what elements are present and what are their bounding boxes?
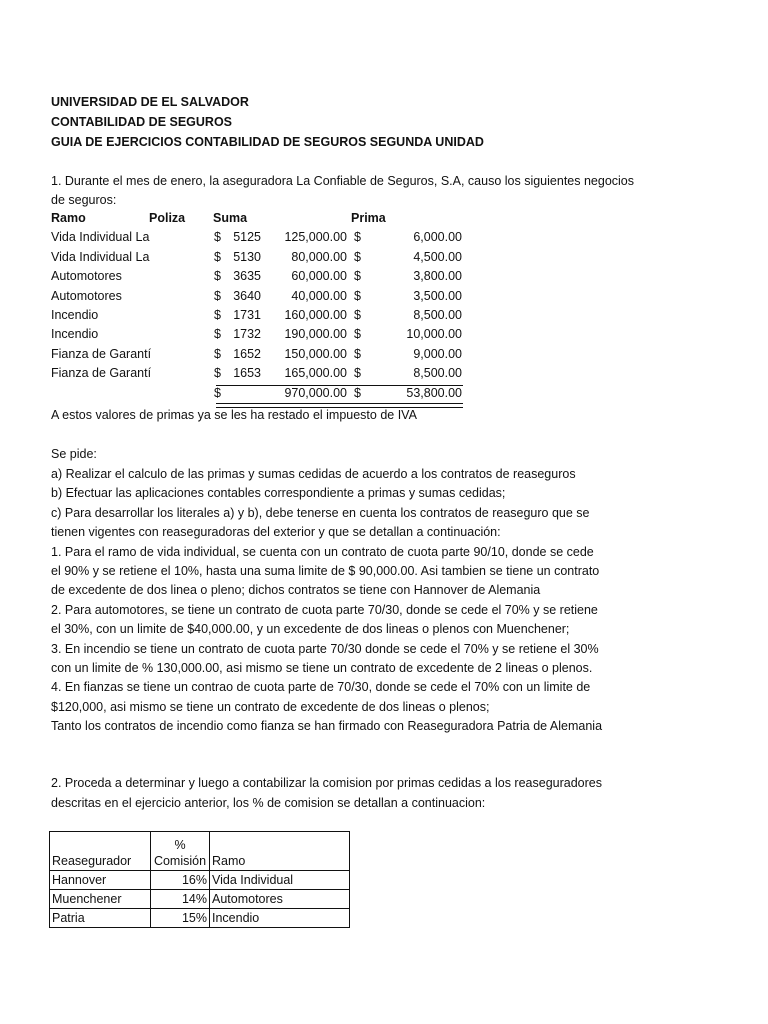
cell-reasegurador: Patria xyxy=(50,909,151,928)
cell-suma-currency: $ xyxy=(214,327,221,342)
total-prima: 53,800.00 xyxy=(406,385,462,400)
cell-prima-currency: $ xyxy=(354,307,361,322)
cell-prima: 4,500.00 xyxy=(413,249,462,264)
exercise2-line2: descritas en el ejercicio anterior, los % de comision se detallan a continuacion: xyxy=(51,796,486,810)
list-item: 4. En fianzas se tiene un contrao de cuota parte de 70/30, donde se cede el 70% con un limite de xyxy=(51,680,591,695)
se-pide-label: Se pide: xyxy=(51,447,97,461)
commission-table-header xyxy=(50,832,350,871)
col-header-poliza: Poliza xyxy=(149,211,186,225)
cell-prima-currency: $ xyxy=(354,327,361,342)
list-item: el 90% y se retiene el 10%, hasta una suma limite de $ 90,000.00. Asi tambien se tiene un contrato xyxy=(51,564,600,578)
col-header-pct: % xyxy=(174,838,186,852)
cell-poliza: 1731 xyxy=(233,307,261,322)
university-title: UNIVERSIDAD DE EL SALVADOR xyxy=(51,95,249,109)
cell-suma-currency: $ xyxy=(214,249,221,264)
col-header-ramo: Ramo xyxy=(51,211,86,225)
col-header-prima: Prima xyxy=(351,211,386,225)
cell-ramo: Fianza de Garantí xyxy=(51,366,151,381)
cell-prima: 3,500.00 xyxy=(413,288,462,303)
cell-ramo: Vida Individual La xyxy=(51,249,150,264)
list-item: de excedente de dos linea o pleno; dichos contratos se tiene con Hannover de Alemania xyxy=(51,583,541,598)
cell-ramo: Automotores xyxy=(51,288,122,303)
exercise1-intro-line1: 1. Durante el mes de enero, la aseguradora La Confiable de Seguros, S.A, causo los siguientes negocios xyxy=(51,174,635,188)
cell-poliza: 1732 xyxy=(233,327,261,342)
cell-ramo: Fianza de Garantí xyxy=(51,346,151,361)
cell-ramo: Vida Individual La xyxy=(51,230,150,245)
cell-poliza: 1652 xyxy=(233,346,261,361)
cell-suma: 125,000.00 xyxy=(284,230,347,245)
iva-note: A estos valores de primas ya se les ha restado el impuesto de IVA xyxy=(51,408,417,422)
cell-suma-currency: $ xyxy=(214,230,221,245)
list-item: 2. Para automotores, se tiene un contrato de cuota parte 70/30, donde se cede el 70% y se retiene xyxy=(51,602,598,617)
list-item: $120,000, asi mismo se tiene un contrato de excedente de dos lineas o plenos; xyxy=(51,699,490,714)
list-item: 1. Para el ramo de vida individual, se cuenta con un contrato de cuota parte 90/10, donde se cede xyxy=(51,544,594,559)
col-header-comision-label: Comisión xyxy=(153,854,207,868)
cell-prima-currency: $ xyxy=(354,288,361,303)
col-header-reasegurador: Reasegurador xyxy=(50,832,151,871)
table-row xyxy=(50,890,350,909)
table-row xyxy=(50,871,350,890)
cell-prima-currency: $ xyxy=(354,249,361,264)
cell-ramo: Automotores xyxy=(51,269,122,284)
cell-suma: 80,000.00 xyxy=(291,249,347,264)
cell-comision: 16% xyxy=(151,871,210,890)
cell-poliza: 5130 xyxy=(233,249,261,264)
cell-prima: 8,500.00 xyxy=(413,307,462,322)
cell-suma-currency: $ xyxy=(214,346,221,361)
guide-title: GUIA DE EJERCICIOS CONTABILIDAD DE SEGUROS SEGUNDA UNIDAD xyxy=(51,135,484,149)
cell-suma: 160,000.00 xyxy=(284,307,347,322)
cell-prima-currency: $ xyxy=(354,269,361,284)
cell-suma: 40,000.00 xyxy=(291,288,347,303)
cell-suma: 150,000.00 xyxy=(284,346,347,361)
list-item: b) Efectuar las aplicaciones contables correspondiente a primas y sumas cedidas; xyxy=(51,486,506,501)
cell-prima-currency: $ xyxy=(354,346,361,361)
cell-ramo: Automotores xyxy=(210,890,350,909)
cell-suma: 190,000.00 xyxy=(284,327,347,342)
total-suma-currency: $ xyxy=(214,385,221,400)
cell-suma-currency: $ xyxy=(214,288,221,303)
cell-ramo: Incendio xyxy=(51,327,99,342)
list-item: Tanto los contratos de incendio como fianza se han firmado con Reaseguradora Patria de Alemania xyxy=(51,719,603,734)
col-header-suma: Suma xyxy=(213,211,248,225)
course-title: CONTABILIDAD DE SEGUROS xyxy=(51,115,233,129)
cell-ramo: Vida Individual xyxy=(210,871,350,890)
cell-reasegurador: Hannover xyxy=(50,871,151,890)
cell-prima: 9,000.00 xyxy=(413,346,462,361)
cell-prima: 10,000.00 xyxy=(406,327,462,342)
cell-suma-currency: $ xyxy=(214,307,221,322)
list-item: el 30%, con un limite de $40,000.00, y un excedente de dos lineas o plenos con Muenchener; xyxy=(51,622,570,637)
list-item: c) Para desarrollar los literales a) y b), debe tenerse en cuenta los contratos de reaseguro que se xyxy=(51,505,590,520)
cell-comision: 14% xyxy=(151,890,210,909)
list-item: tienen vigentes con reaseguradoras del exterior y que se detallan a continuación: xyxy=(51,525,501,540)
cell-suma-currency: $ xyxy=(214,366,221,381)
commission-table-body xyxy=(50,871,350,928)
cell-prima-currency: $ xyxy=(354,230,361,245)
list-item: con un limite de % 130,000.00, asi mismo se tiene un contrato de excedente de 2 lineas o plenos. xyxy=(51,661,593,675)
cell-ramo: Incendio xyxy=(51,307,99,322)
cell-poliza: 3635 xyxy=(233,269,261,284)
cell-prima: 6,000.00 xyxy=(413,230,462,245)
cell-suma: 165,000.00 xyxy=(284,366,347,381)
list-item: a) Realizar el calculo de las primas y sumas cedidas de acuerdo a los contratos de reaseguros xyxy=(51,467,576,481)
col-header-comision xyxy=(151,832,210,871)
cell-comision: 15% xyxy=(151,909,210,928)
cell-ramo: Incendio xyxy=(210,909,350,928)
col-header-ramo: Ramo xyxy=(210,832,350,871)
total-prima-currency: $ xyxy=(354,385,361,400)
cell-prima-currency: $ xyxy=(354,366,361,381)
table-row xyxy=(50,909,350,928)
cell-suma-currency: $ xyxy=(214,269,221,284)
cell-prima: 8,500.00 xyxy=(413,366,462,381)
cell-suma: 60,000.00 xyxy=(291,269,347,284)
exercise1-intro-line2: de seguros: xyxy=(51,193,117,207)
list-item: 3. En incendio se tiene un contrato de cuota parte 70/30 donde se cede el 70% y se retiene el 30% xyxy=(51,641,599,656)
cell-poliza: 1653 xyxy=(233,366,261,381)
cell-prima: 3,800.00 xyxy=(413,269,462,284)
total-suma: 970,000.00 xyxy=(284,385,347,400)
exercise2-line1: 2. Proceda a determinar y luego a contabilizar la comision por primas cedidas a los reaseguradores xyxy=(51,776,602,790)
cell-poliza: 5125 xyxy=(233,230,261,245)
cell-reasegurador: Muenchener xyxy=(50,890,151,909)
cell-poliza: 3640 xyxy=(233,288,261,303)
commission-table xyxy=(49,831,350,928)
